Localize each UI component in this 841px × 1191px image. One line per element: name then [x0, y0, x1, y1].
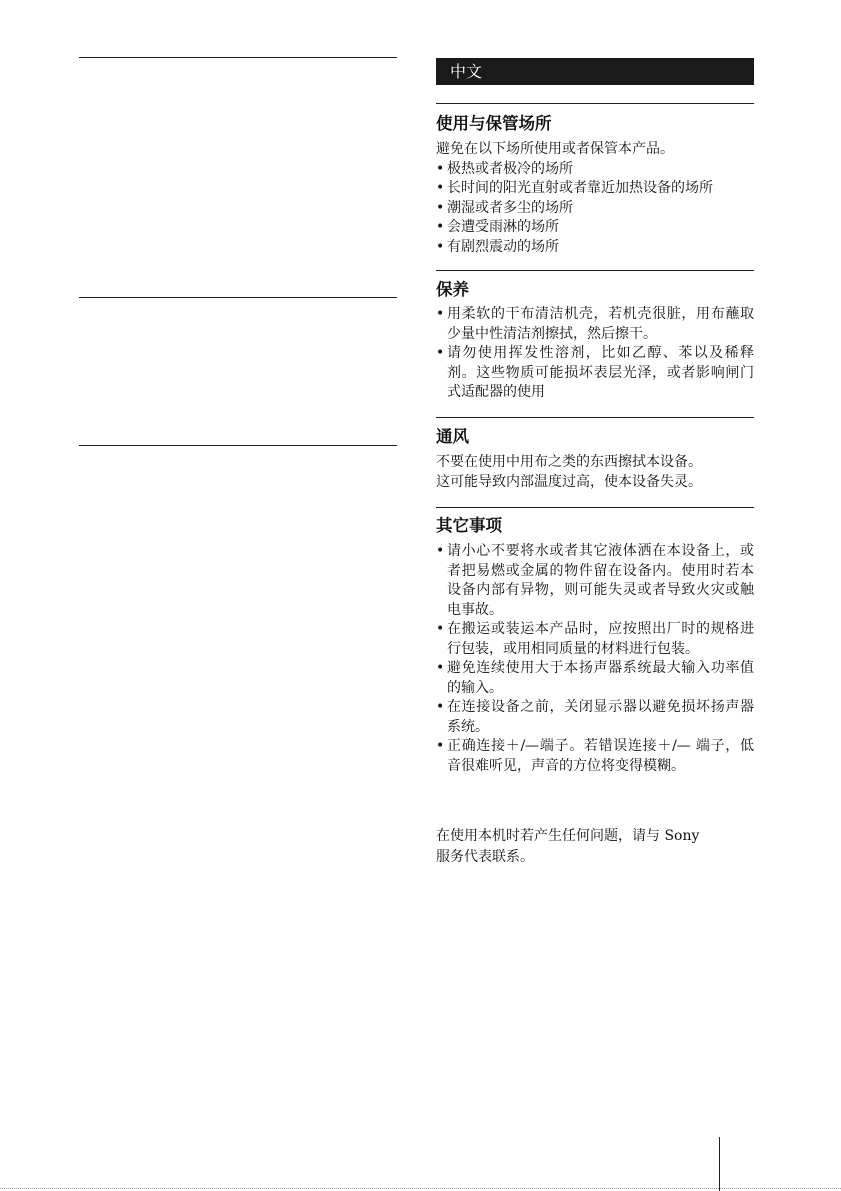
list-item: • 请勿使用挥发性溶剂，比如乙醇、苯以及稀释剂。这些物质可能损坏表层光泽，或者影响闸门式适配器的使用 — [436, 344, 754, 403]
ventilation-line: 不要在使用中用布之类的东西擦拭本设备。 — [436, 454, 702, 470]
section-other — [436, 515, 754, 776]
location-list — [436, 160, 754, 258]
section-title-location: 使用与保管场所 — [436, 114, 552, 133]
left-divider-1 — [79, 57, 397, 58]
list-item: • 有剧烈震动的场所 — [436, 238, 754, 258]
list-item: • 请小心不要将水或者其它液体洒在本设备上，或者把易燃或金属的物件留在设备内。使用时若本设备内部有异物，则可能失灵或者导致火灾或触电事故。 — [436, 542, 754, 620]
section-ventilation — [436, 426, 754, 492]
contact-note — [436, 826, 754, 868]
page-edge-tick — [719, 1137, 720, 1191]
left-divider-2 — [79, 297, 397, 298]
contact-note-line: 在使用本机时若产生任何问题，请与 Sony — [436, 828, 700, 844]
contact-note-line: 服务代表联系。 — [436, 849, 534, 865]
list-item: • 在搬运或装运本产品时，应按照出厂时的规格进行包装，或用相同质量的材料进行包装。 — [436, 620, 754, 659]
section-intro-location: 避免在以下场所使用或者保管本产品。 — [436, 141, 674, 157]
language-header: 中文 — [436, 58, 754, 85]
section-divider-location — [436, 103, 754, 104]
list-item: • 用柔软的干布清洁机壳，若机壳很脏，用布蘸取少量中性清洁剂擦拭，然后擦干。 — [436, 305, 754, 344]
list-item: • 会遭受雨淋的场所 — [436, 218, 754, 238]
other-list — [436, 542, 754, 776]
section-divider-care — [436, 270, 754, 271]
section-title-care: 保养 — [436, 280, 469, 299]
ventilation-line: 这可能导致内部温度过高，使本设备失灵。 — [436, 473, 702, 490]
left-divider-3 — [79, 445, 397, 446]
bottom-trim-line — [0, 1188, 841, 1189]
section-title-ventilation: 通风 — [436, 427, 469, 446]
section-location — [436, 113, 754, 257]
list-item: • 避免连续使用大于本扬声器系统最大输入功率值的输入。 — [436, 659, 754, 698]
section-divider-ventilation — [436, 417, 754, 418]
list-item: • 正确连接＋/—端子。若错误连接＋/— 端子，低音很难听见，声音的方位将变得模糊。 — [436, 737, 754, 776]
list-item: • 在连接设备之前，关闭显示器以避免损坏扬声器系统。 — [436, 698, 754, 737]
list-item: • 极热或者极冷的场所 — [436, 160, 754, 180]
list-item: • 长时间的阳光直射或者靠近加热设备的场所 — [436, 179, 754, 199]
section-care — [436, 279, 754, 403]
list-item: • 潮湿或者多尘的场所 — [436, 199, 754, 219]
section-title-other: 其它事项 — [436, 516, 502, 535]
care-list — [436, 305, 754, 403]
section-divider-other — [436, 507, 754, 508]
